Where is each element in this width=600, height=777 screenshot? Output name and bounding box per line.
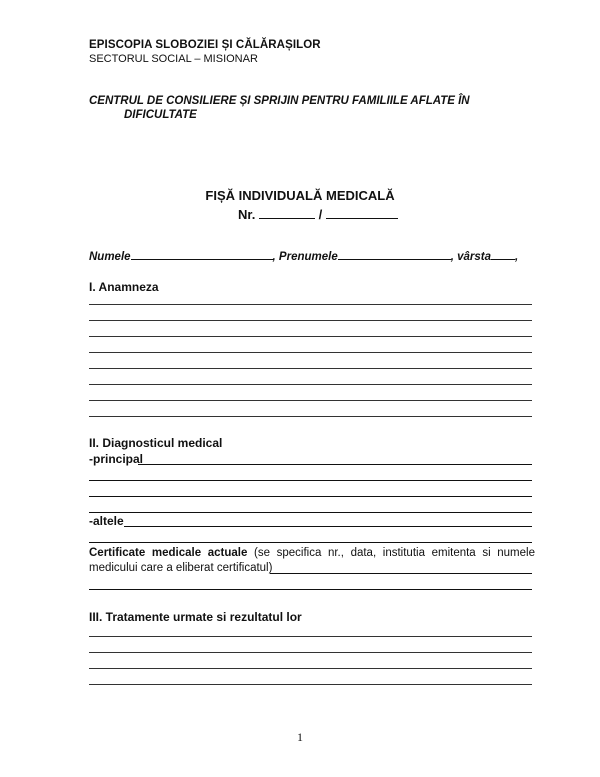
surname-field[interactable] <box>338 248 451 260</box>
name-row <box>89 248 518 263</box>
age-label: , vârsta <box>450 251 492 263</box>
certificates-paragraph <box>89 546 535 576</box>
diagnostic-line[interactable] <box>89 512 532 513</box>
age-field[interactable] <box>491 248 515 260</box>
nr-separator: / <box>318 207 323 222</box>
altele-label: -altele <box>89 514 124 528</box>
principal-label: -principal <box>89 452 144 466</box>
form-title: FIȘĂ INDIVIDUALĂ MEDICALĂ <box>205 188 395 203</box>
nr-label: Nr. <box>238 207 256 222</box>
anamneza-line[interactable] <box>89 384 532 385</box>
section-tratamente-title: III. Tratamente urmate si rezultatul lor <box>89 610 302 624</box>
nr-year-field[interactable] <box>326 206 398 219</box>
altele-field[interactable] <box>124 526 532 527</box>
tratamente-line[interactable] <box>89 684 532 685</box>
tratamente-line[interactable] <box>89 636 532 637</box>
sector-name: SECTORUL SOCIAL – MISIONAR <box>89 53 258 65</box>
anamneza-line[interactable] <box>89 352 532 353</box>
anamneza-line[interactable] <box>89 416 532 417</box>
tratamente-line[interactable] <box>89 652 532 653</box>
certificates-field[interactable] <box>270 573 532 574</box>
nr-field[interactable] <box>259 206 315 219</box>
form-number <box>238 206 398 222</box>
name-label: Numele <box>89 251 131 263</box>
section-anamneza-title: I. Anamneza <box>89 280 159 294</box>
surname-label: , Prenumele <box>272 251 338 263</box>
section-diagnostic-title: II. Diagnosticul medical <box>89 436 223 450</box>
center-name-line2: DIFICULTATE <box>124 109 197 121</box>
tratamente-line[interactable] <box>89 668 532 669</box>
age-end: , <box>515 251 519 263</box>
diagnostic-line[interactable] <box>89 496 532 497</box>
anamneza-line[interactable] <box>89 368 532 369</box>
name-field[interactable] <box>131 248 273 260</box>
diagnostic-line[interactable] <box>89 542 532 543</box>
certificates-label: Certificate medicale actuale <box>89 547 248 559</box>
certificates-line[interactable] <box>89 589 532 590</box>
org-name: EPISCOPIA SLOBOZIEI ȘI CĂLĂRAȘILOR <box>89 39 321 51</box>
anamneza-line[interactable] <box>89 320 532 321</box>
anamneza-line[interactable] <box>89 336 532 337</box>
page-number: 1 <box>297 730 303 744</box>
anamneza-line[interactable] <box>89 400 532 401</box>
certificates-description: (se specifica nr., data, institutia emitenta si numele medicului care a eliberat certificatul) <box>89 547 535 574</box>
diagnostic-line[interactable] <box>89 480 532 481</box>
anamneza-line[interactable] <box>89 304 532 305</box>
principal-field[interactable] <box>138 464 532 465</box>
center-name-line1: CENTRUL DE CONSILIERE ȘI SPRIJIN PENTRU FAMILIILE AFLATE ÎN <box>89 95 470 107</box>
